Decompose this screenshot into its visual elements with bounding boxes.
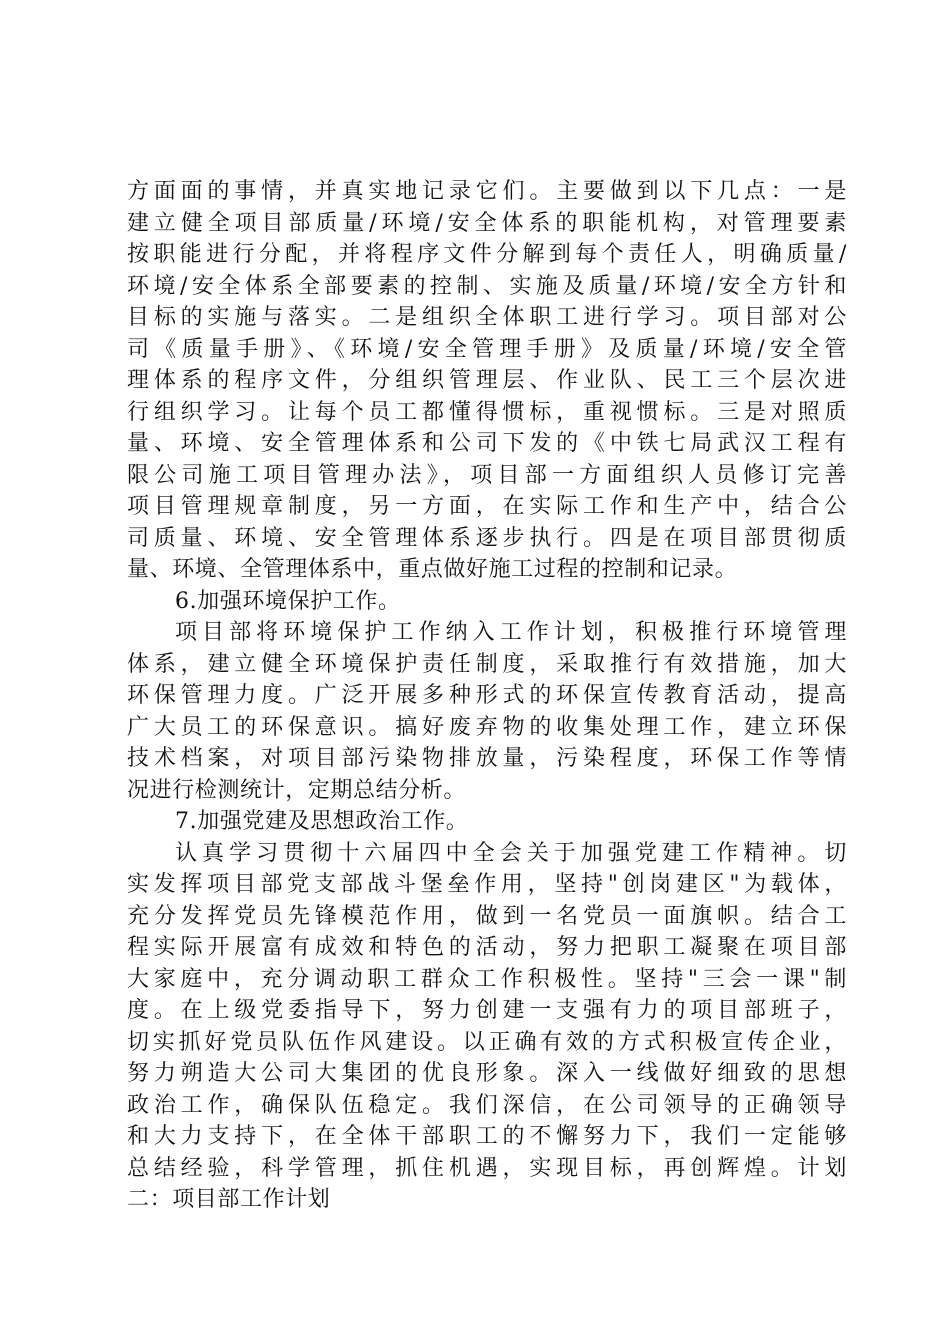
text-line: 广大员工的环保意识。搞好废弃物的收集处理工作，建立环保 <box>127 714 847 740</box>
text-line: 量、环境、全管理体系中，重点做好施工过程的控制和记录。 <box>127 557 738 582</box>
text-line: 充分发挥党员先锋模范作用，做到一名党员一面旗帜。结合工 <box>127 903 847 929</box>
paragraph-quality-system <box>127 176 847 586</box>
text-line: 体系，建立健全环境保护责任制度，采取推行有效措施，加大 <box>127 651 847 677</box>
text-line: 行组织学习。让每个员工都懂得惯标，重视惯标。三是对照质 <box>127 399 847 425</box>
text-line: 政治工作，确保队伍稳定。我们深信，在公司领导的正确领导 <box>127 1092 847 1118</box>
section-heading-6: 6.加强环境保护工作。 <box>175 588 401 614</box>
text-line: 按职能进行分配，并将程序文件分解到每个责任人，明确质量/ <box>127 242 847 267</box>
text-line: 总结经验，科学管理，抓住机遇，实现目标，再创辉煌。计划 <box>127 1155 847 1181</box>
text-line: 环境/安全体系全部要素的控制、实施及质量/环境/安全方针和 <box>127 273 847 299</box>
document-body <box>127 176 847 1216</box>
text-line: 限公司施工项目管理办法》，项目部一方面组织人员修订完善 <box>127 462 847 488</box>
text-line: 大家庭中，充分调动职工群众工作积极性。坚持"三会一课"制 <box>127 966 847 992</box>
text-line: 理体系的程序文件，分组织管理层、作业队、民工三个层次进 <box>127 368 847 393</box>
text-line: 司《质量手册》、《环境/安全管理手册》及质量/环境/安全管 <box>127 336 847 362</box>
section-heading-7: 7.加强党建及思想政治工作。 <box>175 809 469 834</box>
text-line: 项目管理规章制度，另一方面，在实际工作和生产中，结合公 <box>127 494 847 519</box>
text-line: 项目部将环境保护工作纳入工作计划，积极推行环境管理 <box>175 620 847 645</box>
text-line: 实发挥项目部党支部战斗堡垒作用，坚持"创岗建区"为载体， <box>127 872 847 897</box>
text-line: 切实抓好党员队伍作风建设。以正确有效的方式积极宣传企业， <box>127 1029 847 1055</box>
text-line: 量、环境、安全管理体系和公司下发的《中铁七局武汉工程有 <box>127 431 847 456</box>
text-line: 程实际开展富有成效和特色的活动，努力把职工凝聚在项目部 <box>127 935 847 960</box>
text-line: 司质量、环境、安全管理体系逐步执行。四是在项目部贯彻质 <box>127 525 847 551</box>
text-line: 度。在上级党委指导下，努力创建一支强有力的项目部班子， <box>127 998 847 1023</box>
text-line: 努力朔造大公司大集团的优良形象。深入一线做好细致的思想 <box>127 1061 847 1086</box>
text-line: 认真学习贯彻十六届四中全会关于加强党建工作精神。切 <box>175 840 847 866</box>
text-line: 方面面的事情，并真实地记录它们。主要做到以下几点：一是 <box>127 179 847 204</box>
text-line: 建立健全项目部质量/环境/安全体系的职能机构，对管理要素 <box>127 210 847 236</box>
text-line: 技术档案，对项目部污染物排放量，污染程度，环保工作等情 <box>127 746 847 771</box>
text-line: 况进行检测统计，定期总结分析。 <box>127 777 467 803</box>
text-line: 二：项目部工作计划 <box>127 1187 331 1212</box>
text-line: 目标的实施与落实。二是组织全体职工进行学习。项目部对公 <box>127 305 847 330</box>
text-line: 环保管理力度。广泛开展多种形式的环保宣传教育活动，提高 <box>127 683 847 708</box>
text-line: 和大力支持下，在全体干部职工的不懈努力下，我们一定能够 <box>127 1124 847 1149</box>
paragraph-party-building <box>127 838 847 1216</box>
paragraph-environment <box>127 617 847 806</box>
